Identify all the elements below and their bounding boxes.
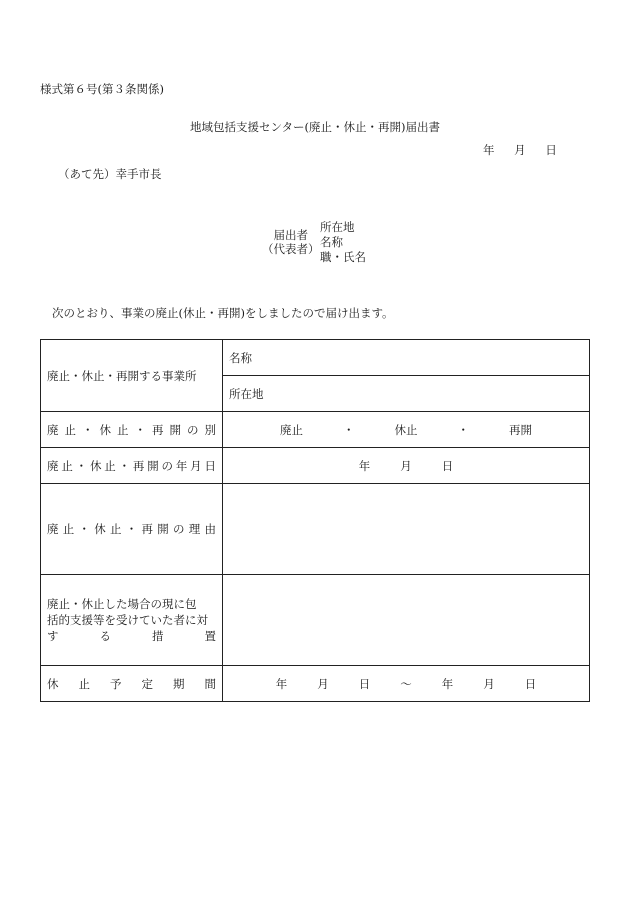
type-options-field[interactable] bbox=[223, 412, 590, 448]
label-char: 定 bbox=[141, 676, 153, 691]
label-char: ・ bbox=[82, 422, 94, 437]
label-char: の bbox=[161, 458, 173, 473]
label-char: の bbox=[173, 522, 185, 536]
label-char: 再 bbox=[132, 458, 145, 473]
label-char: 休 bbox=[47, 676, 59, 691]
measures-label-line1: 廃止・休止した場合の現に包 bbox=[47, 597, 197, 611]
form-number: 様式第６号(第３条関係) bbox=[40, 82, 164, 96]
label-char: 別 bbox=[204, 422, 216, 437]
end-year: 年 bbox=[441, 676, 454, 691]
label-char: 止 bbox=[78, 676, 90, 691]
label-char: 止 bbox=[62, 522, 75, 536]
date-line bbox=[483, 142, 557, 158]
label-char: 期 bbox=[173, 676, 185, 691]
date-field[interactable] bbox=[223, 448, 590, 484]
label-char: の bbox=[187, 422, 199, 437]
facility-label: 廃止・休止・再開する事業所 bbox=[41, 340, 223, 412]
notifier-name-label: 名称 bbox=[320, 235, 343, 249]
label-char: ・ bbox=[118, 458, 131, 473]
label-char: 止 bbox=[117, 422, 129, 437]
label-char: 日 bbox=[204, 458, 216, 473]
separator: ・ bbox=[457, 422, 469, 437]
label-char: す bbox=[47, 629, 59, 643]
suspension-period-label bbox=[41, 666, 223, 702]
measures-field[interactable] bbox=[223, 575, 590, 666]
label-char: る bbox=[99, 629, 111, 643]
reason-field[interactable] bbox=[223, 484, 590, 575]
notifier-position-name-label: 職・氏名 bbox=[320, 250, 366, 264]
date-year: 年 bbox=[483, 143, 495, 157]
facility-name-label: 名称 bbox=[229, 350, 252, 365]
end-day: 日 bbox=[524, 676, 537, 691]
table-row bbox=[41, 340, 590, 376]
label-char: 再 bbox=[141, 522, 153, 536]
label-char: ・ bbox=[75, 458, 88, 473]
label-char: 措 bbox=[152, 629, 164, 643]
label-char: 廃 bbox=[47, 422, 59, 437]
label-char: 廃 bbox=[47, 522, 59, 536]
notifier-label-line2: （代表者） bbox=[262, 242, 320, 256]
table-row bbox=[41, 448, 590, 484]
label-char: 止 bbox=[61, 458, 73, 473]
date-day: 日 bbox=[545, 143, 557, 157]
option-resume[interactable]: 再開 bbox=[509, 422, 532, 437]
table-row bbox=[41, 484, 590, 575]
label-char: ・ bbox=[78, 522, 90, 536]
measures-label bbox=[41, 575, 223, 666]
label-char: 年 bbox=[175, 458, 188, 473]
separator: ・ bbox=[343, 422, 355, 437]
notifier-address-label: 所在地 bbox=[320, 220, 355, 234]
period-tilde: ～ bbox=[400, 676, 412, 691]
document-title: 地域包括支援センター(廃止・休止・再開)届出書 bbox=[189, 120, 440, 134]
label-char: 間 bbox=[204, 676, 216, 691]
notifier-label-line1: 届出者 bbox=[273, 228, 308, 242]
addressee: （あて先）幸手市長 bbox=[58, 167, 162, 181]
date-label bbox=[41, 448, 223, 484]
label-char: ・ bbox=[134, 422, 146, 437]
label-char: 休 bbox=[89, 458, 102, 473]
date-month: 月 bbox=[514, 143, 526, 157]
option-suspend[interactable]: 休止 bbox=[394, 422, 418, 437]
type-label bbox=[41, 412, 223, 448]
label-char: ・ bbox=[125, 522, 138, 536]
notifier-label bbox=[262, 228, 320, 256]
start-year: 年 bbox=[275, 676, 288, 691]
label-char: 開 bbox=[157, 522, 169, 536]
label-char: 月 bbox=[190, 458, 202, 473]
label-char: 止 bbox=[104, 458, 116, 473]
notification-table bbox=[40, 339, 590, 702]
date-month: 月 bbox=[400, 458, 412, 473]
label-char: 置 bbox=[204, 629, 216, 643]
start-month: 月 bbox=[317, 676, 329, 691]
option-abolish[interactable]: 廃止 bbox=[280, 422, 303, 437]
notifier-fields bbox=[320, 220, 366, 265]
label-char: 休 bbox=[94, 522, 106, 536]
start-day: 日 bbox=[358, 676, 371, 691]
suspension-period-field[interactable] bbox=[223, 666, 590, 702]
facility-name-field[interactable] bbox=[223, 340, 590, 376]
table-row bbox=[41, 575, 590, 666]
label-char: 止 bbox=[110, 522, 122, 536]
reason-label bbox=[41, 484, 223, 575]
measures-label-line2: 括的支援等を受けていた者に対 bbox=[47, 613, 208, 627]
date-day: 日 bbox=[441, 458, 454, 473]
date-year: 年 bbox=[358, 458, 371, 473]
table-row bbox=[41, 412, 590, 448]
label-char: 予 bbox=[110, 676, 122, 691]
intro-text: 次のとおり、事業の廃止(休止・再開)をしましたので届け出ます。 bbox=[52, 306, 394, 320]
table-row bbox=[41, 666, 590, 702]
label-char: 由 bbox=[204, 522, 216, 536]
measures-label-line3 bbox=[47, 628, 216, 644]
label-char: 開 bbox=[147, 458, 159, 473]
label-char: 再 bbox=[152, 422, 164, 437]
label-char: 理 bbox=[188, 522, 201, 536]
label-char: 休 bbox=[99, 422, 111, 437]
end-month: 月 bbox=[483, 676, 495, 691]
label-char: 廃 bbox=[47, 458, 59, 473]
facility-address-label: 所在地 bbox=[229, 386, 264, 401]
label-char: 止 bbox=[64, 422, 76, 437]
facility-address-field[interactable] bbox=[223, 376, 590, 412]
label-char: 開 bbox=[169, 422, 181, 437]
